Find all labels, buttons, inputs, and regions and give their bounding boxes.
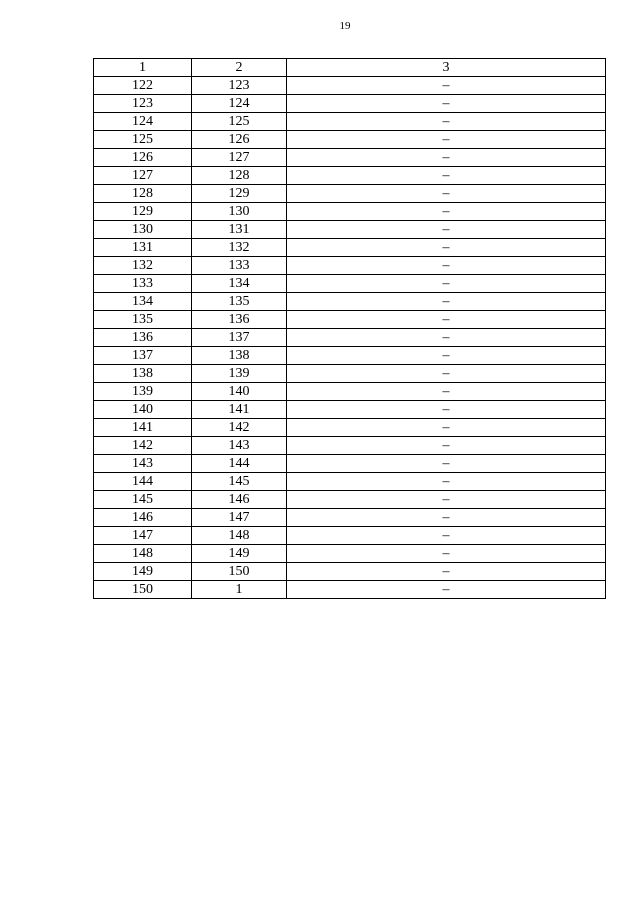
table-row [94, 77, 606, 95]
table-cell-col-3: – [287, 401, 606, 419]
table-cell-col-2: 123 [192, 77, 287, 95]
table-cell-col-3: – [287, 509, 606, 527]
table-row [94, 311, 606, 329]
table-header-row [94, 59, 606, 77]
table-cell-col-1: 148 [94, 545, 192, 563]
table-cell-col-3: – [287, 473, 606, 491]
table-cell-col-3: – [287, 221, 606, 239]
table-cell-col-1: 150 [94, 581, 192, 599]
table-cell-col-1: 122 [94, 77, 192, 95]
table-row [94, 95, 606, 113]
table-cell-col-1: 139 [94, 383, 192, 401]
table-cell-col-2: 131 [192, 221, 287, 239]
table-row [94, 185, 606, 203]
table-cell-col-2: 124 [192, 95, 287, 113]
table-cell-col-1: 125 [94, 131, 192, 149]
table-row [94, 473, 606, 491]
column-header-3: 3 [287, 59, 606, 77]
table-cell-col-2: 147 [192, 509, 287, 527]
table-cell-col-1: 137 [94, 347, 192, 365]
page-number: 19 [339, 20, 351, 32]
table-row [94, 113, 606, 131]
table-row [94, 365, 606, 383]
table-cell-col-1: 138 [94, 365, 192, 383]
table-cell-col-1: 133 [94, 275, 192, 293]
table-cell-col-3: – [287, 203, 606, 221]
table-cell-col-2: 125 [192, 113, 287, 131]
table-cell-col-1: 130 [94, 221, 192, 239]
table-cell-col-1: 129 [94, 203, 192, 221]
table-cell-col-2: 144 [192, 455, 287, 473]
table-cell-col-2: 143 [192, 437, 287, 455]
table-cell-col-1: 132 [94, 257, 192, 275]
table-row [94, 563, 606, 581]
table-cell-col-3: – [287, 131, 606, 149]
table-cell-col-3: – [287, 95, 606, 113]
table-cell-col-2: 127 [192, 149, 287, 167]
table-cell-col-1: 143 [94, 455, 192, 473]
table-cell-col-1: 142 [94, 437, 192, 455]
table-row [94, 383, 606, 401]
table-cell-col-1: 131 [94, 239, 192, 257]
table-cell-col-2: 148 [192, 527, 287, 545]
table-row [94, 437, 606, 455]
column-header-1: 1 [94, 59, 192, 77]
table-cell-col-2: 134 [192, 275, 287, 293]
column-header-2: 2 [192, 59, 287, 77]
table-cell-col-3: – [287, 293, 606, 311]
table-cell-col-2: 135 [192, 293, 287, 311]
table-cell-col-3: – [287, 185, 606, 203]
table-cell-col-3: – [287, 527, 606, 545]
table-row [94, 329, 606, 347]
table-cell-col-2: 128 [192, 167, 287, 185]
table-cell-col-3: – [287, 329, 606, 347]
table-cell-col-1: 127 [94, 167, 192, 185]
table-cell-col-2: 145 [192, 473, 287, 491]
table-cell-col-3: – [287, 275, 606, 293]
table-cell-col-3: – [287, 113, 606, 131]
table-cell-col-3: – [287, 455, 606, 473]
table-cell-col-1: 134 [94, 293, 192, 311]
table-cell-col-3: – [287, 437, 606, 455]
table-cell-col-1: 144 [94, 473, 192, 491]
table-cell-col-1: 123 [94, 95, 192, 113]
table-cell-col-1: 126 [94, 149, 192, 167]
table-cell-col-2: 126 [192, 131, 287, 149]
table-row [94, 347, 606, 365]
table-cell-col-2: 149 [192, 545, 287, 563]
table-row [94, 149, 606, 167]
table-cell-col-1: 136 [94, 329, 192, 347]
table-cell-col-3: – [287, 149, 606, 167]
table-cell-col-1: 149 [94, 563, 192, 581]
table-row [94, 131, 606, 149]
table-cell-col-2: 138 [192, 347, 287, 365]
table-cell-col-2: 137 [192, 329, 287, 347]
data-table [93, 58, 606, 599]
table-cell-col-3: – [287, 491, 606, 509]
table-cell-col-3: – [287, 257, 606, 275]
table-row [94, 581, 606, 599]
table-cell-col-3: – [287, 365, 606, 383]
table-cell-col-3: – [287, 545, 606, 563]
table-cell-col-2: 142 [192, 419, 287, 437]
table-cell-col-1: 145 [94, 491, 192, 509]
table-cell-col-3: – [287, 581, 606, 599]
table-row [94, 203, 606, 221]
table-row [94, 401, 606, 419]
table-cell-col-1: 146 [94, 509, 192, 527]
table-row [94, 545, 606, 563]
table-cell-col-2: 133 [192, 257, 287, 275]
table-cell-col-3: – [287, 77, 606, 95]
table-cell-col-2: 1 [192, 581, 287, 599]
table-row [94, 293, 606, 311]
table-cell-col-3: – [287, 167, 606, 185]
table-row [94, 419, 606, 437]
table-cell-col-2: 150 [192, 563, 287, 581]
table-cell-col-3: – [287, 563, 606, 581]
table-cell-col-1: 140 [94, 401, 192, 419]
table-cell-col-1: 128 [94, 185, 192, 203]
table-row [94, 509, 606, 527]
table-cell-col-2: 132 [192, 239, 287, 257]
table-row [94, 167, 606, 185]
table-cell-col-2: 140 [192, 383, 287, 401]
table-cell-col-2: 136 [192, 311, 287, 329]
table-row [94, 491, 606, 509]
table-cell-col-3: – [287, 383, 606, 401]
table-cell-col-1: 141 [94, 419, 192, 437]
table-cell-col-2: 130 [192, 203, 287, 221]
table-cell-col-2: 139 [192, 365, 287, 383]
table-row [94, 275, 606, 293]
table-cell-col-1: 135 [94, 311, 192, 329]
table-row [94, 455, 606, 473]
table-cell-col-3: – [287, 347, 606, 365]
table-cell-col-1: 124 [94, 113, 192, 131]
table-cell-col-2: 146 [192, 491, 287, 509]
table-row [94, 257, 606, 275]
table-cell-col-3: – [287, 239, 606, 257]
table-cell-col-3: – [287, 311, 606, 329]
table-row [94, 527, 606, 545]
table-cell-col-2: 129 [192, 185, 287, 203]
table-row [94, 239, 606, 257]
table-cell-col-3: – [287, 419, 606, 437]
table-cell-col-1: 147 [94, 527, 192, 545]
table-body [94, 77, 606, 599]
table-cell-col-2: 141 [192, 401, 287, 419]
table-row [94, 221, 606, 239]
